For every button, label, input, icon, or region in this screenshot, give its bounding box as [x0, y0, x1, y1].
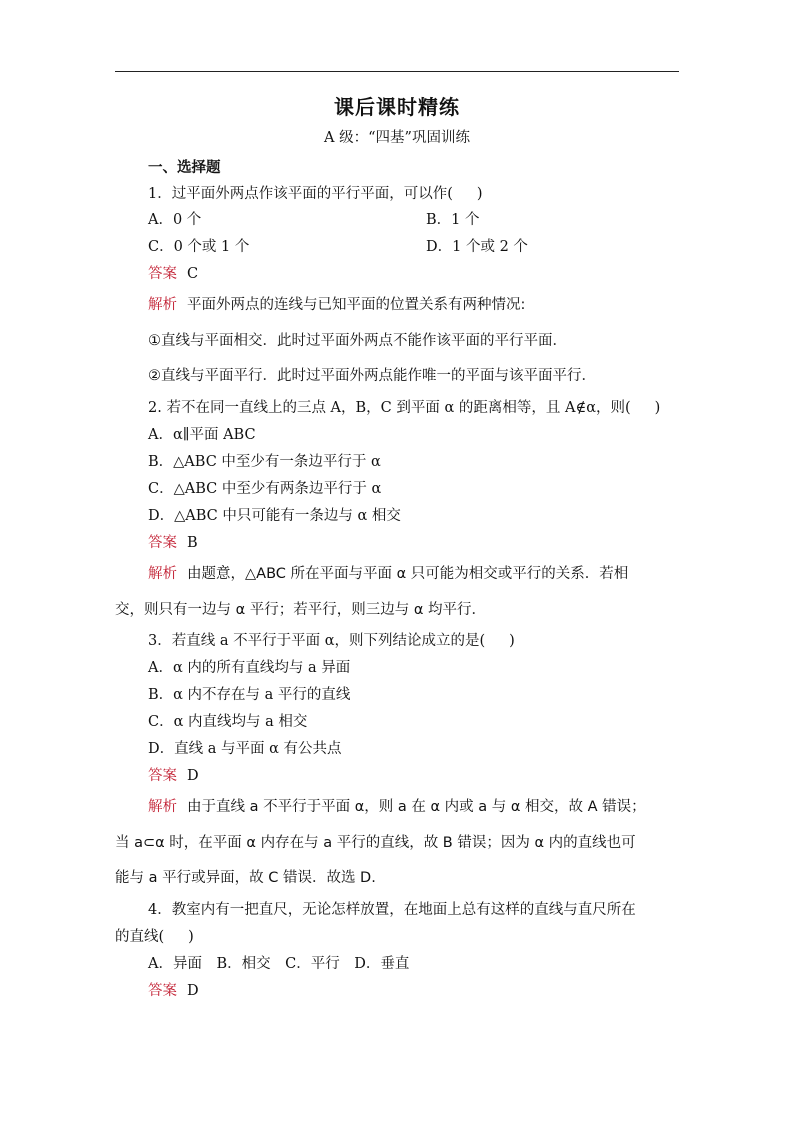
q1-analysis-line: ①直线与平面相交．此时过平面外两点不能作该平面的平行平面． [148, 333, 567, 349]
q1-option-d: D．1 个或 2 个 [426, 239, 528, 255]
q1-option-b: B．1 个 [426, 212, 480, 228]
q3-answer: 答案 D [148, 768, 199, 784]
q2-analysis-line: 交，则只有一边与 α 平行；若平行，则三边与 α 均平行． [115, 602, 487, 618]
q3-analysis-line: 能与 a 平行或异面，故 C 错误．故选 D. [115, 870, 376, 886]
q4-answer: 答案 D [148, 983, 199, 999]
answer-label: 答案 [148, 768, 177, 784]
q2-answer: 答案 B [148, 535, 198, 551]
q2-option-d: D．△ABC 中只可能有一条边与 α 相交 [148, 508, 401, 524]
q3-analysis: 解析 由于直线 a 不平行于平面 α，则 a 在 α 内或 a 与 α 相交，故 A 错误； [148, 799, 646, 815]
q3-stem: 3．若直线 a 不平行于平面 α，则下列结论成立的是( ) [148, 633, 515, 649]
q3-option-b: B．α 内不存在与 a 平行的直线 [148, 687, 351, 703]
q2-analysis: 解析 由题意，△ABC 所在平面与平面 α 只可能为相交或平行的关系．若相 [148, 566, 629, 582]
q3-option-d: D．直线 a 与平面 α 有公共点 [148, 741, 342, 757]
answer-label: 答案 [148, 983, 177, 999]
q2-option-c: C．△ABC 中至少有两条边平行于 α [148, 481, 382, 497]
q1-stem: 1．过平面外两点作该平面的平行平面，可以作( ) [148, 186, 483, 202]
q2-stem: 2. 若不在同一直线上的三点 A，B，C 到平面 α 的距离相等，且 A∉α，则( ) [148, 400, 661, 416]
q1-option-a: A．0 个 [148, 212, 202, 228]
q1-answer: 答案 C [148, 266, 199, 282]
header-rule [115, 71, 679, 72]
q1-analysis-line: ②直线与平面平行．此时过平面外两点能作唯一的平面与该平面平行． [148, 368, 596, 384]
q4-options: A．异面 B．相交 C．平行 D．垂直 [148, 956, 410, 972]
q2-option-b: B．△ABC 中至少有一条边平行于 α [148, 454, 381, 470]
q3-analysis-line: 当 a⊂α 时，在平面 α 内存在与 a 平行的直线，故 B 错误；因为 α 内的直线也可 [115, 835, 636, 851]
q3-option-c: C．α 内直线均与 a 相交 [148, 714, 308, 730]
q2-option-a: A．α∥平面 ABC [148, 427, 256, 443]
analysis-label: 解析 [148, 566, 177, 582]
answer-label: 答案 [148, 535, 177, 551]
q3-option-a: A．α 内的所有直线均与 a 异面 [148, 660, 351, 676]
analysis-label: 解析 [148, 297, 177, 313]
section-heading: 一、选择题 [148, 159, 221, 176]
answer-label: 答案 [148, 266, 177, 282]
q4-stem-line: 的直线( ) [115, 929, 194, 945]
page-subtitle: A 级：“四基”巩固训练 [324, 130, 470, 146]
q1-option-c: C．0 个或 1 个 [148, 239, 250, 255]
analysis-label: 解析 [148, 799, 177, 815]
q4-stem: 4．教室内有一把直尺，无论怎样放置，在地面上总有这样的直线与直尺所在 [148, 902, 636, 918]
q1-analysis: 解析 平面外两点的连线与已知平面的位置关系有两种情况: [148, 297, 526, 313]
page-title: 课后课时精练 [334, 95, 460, 119]
